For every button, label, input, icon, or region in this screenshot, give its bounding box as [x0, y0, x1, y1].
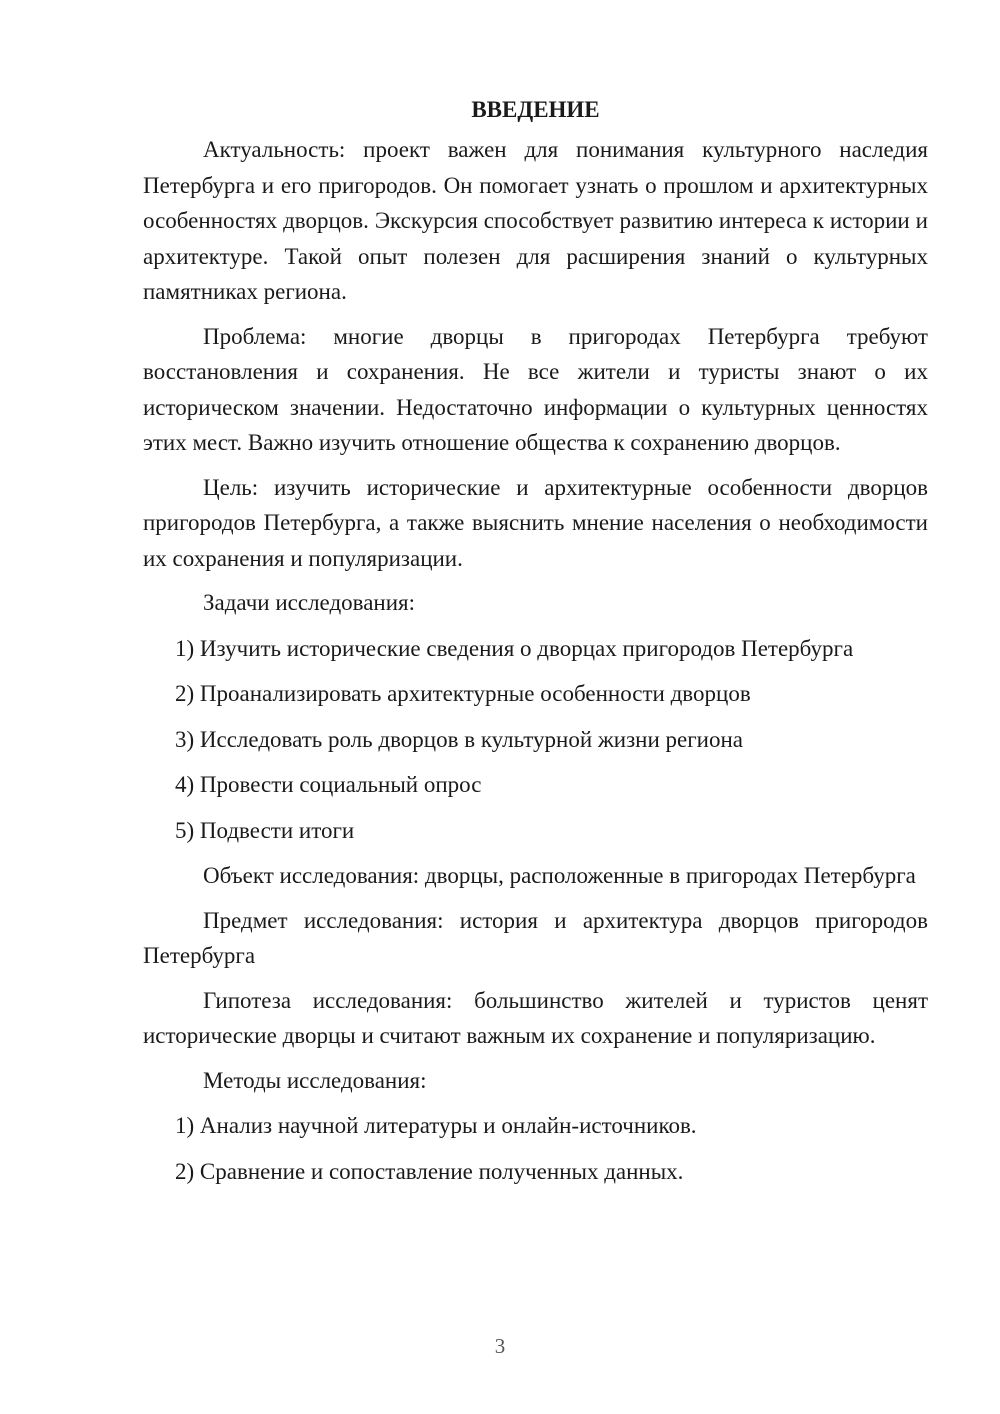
object-paragraph: Объект исследования: дворцы, расположенные в пригородах Петербурга — [203, 863, 916, 888]
page-title: ВВЕДЕНИЕ — [471, 97, 600, 122]
relevance-paragraph: Актуальность: проект важен для понимания культурного наследия Петербурга и его пригородов. Он помогает узнать о прошлом и архитектурных особенностях дворцов. Экскурсия способствует развитию интереса к истории и архитектуре. Такой опыт полезен для расширения знаний о культурных памятниках региона. — [143, 137, 928, 304]
list-item: 5) Подвести итоги — [175, 817, 355, 843]
goal-paragraph: Цель: изучить исторические и архитектурные особенности дворцов пригородов Петербурга, а также выяснить мнение населения о необходимости их сохранения и популяризации. — [143, 474, 928, 571]
tasks-title: Задачи исследования: — [203, 590, 416, 615]
document-page — [143, 92, 928, 1199]
subject-paragraph: Предмет исследования: история и архитектура дворцов пригородов Петербурга — [143, 907, 928, 968]
methods-title: Методы исследования: — [203, 1067, 427, 1093]
list-item: 4) Провести социальный опрос — [175, 772, 482, 797]
problem-paragraph: Проблема: многие дворцы в пригородах Петербурга требуют восстановления и сохранения. Не все жители и туристы знают о их историческом значении. Недостаточно информации о культурных ценностях этих мест. Важно изучить отношение общества к сохранению дворцов. — [143, 323, 928, 455]
list-item: 2) Сравнение и сопоставление полученных данных. — [175, 1158, 684, 1184]
hypothesis-paragraph: Гипотеза исследования: большинство жителей и туристов ценят исторические дворцы и считают важным их сохранение и популяризацию. — [143, 987, 928, 1048]
methods-list — [143, 1108, 928, 1189]
list-item: 3) Исследовать роль дворцов в культурной жизни региона — [175, 726, 743, 752]
list-item: 2) Проанализировать архитектурные особенности дворцов — [175, 681, 751, 706]
list-item: 1) Анализ научной литературы и онлайн-источников. — [175, 1113, 697, 1138]
page-number: 3 — [494, 1334, 506, 1358]
list-item: 1) Изучить исторические сведения о дворцах пригородов Петербурга — [175, 635, 854, 661]
tasks-list — [143, 631, 928, 849]
